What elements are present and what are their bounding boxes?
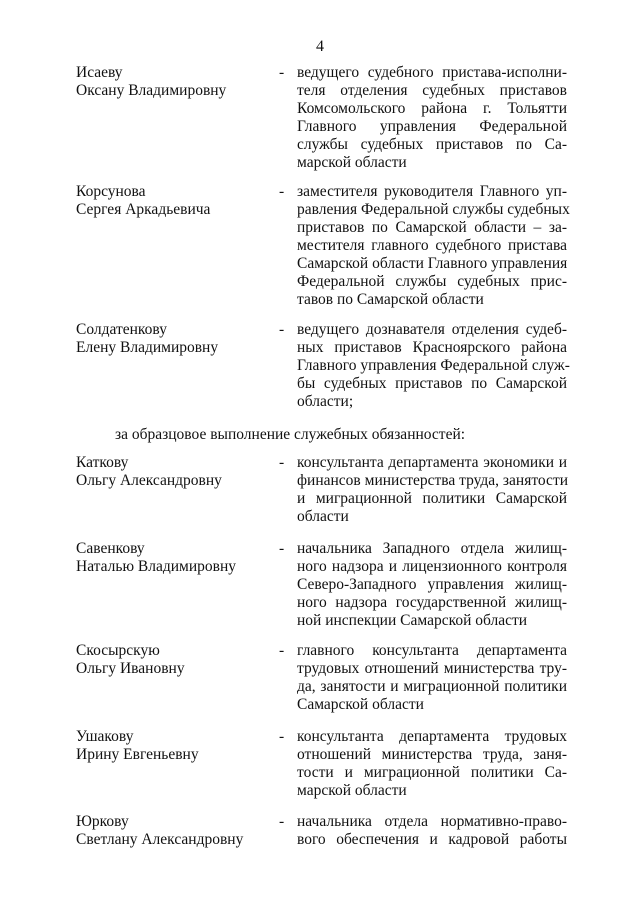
surname: Каткову [76, 454, 129, 471]
surname: Солдатенкову [76, 321, 167, 338]
given-names: Наталью Владимировну [76, 558, 237, 575]
desc-line: ного надзора государственной жилищ- [297, 594, 567, 611]
desc-line: вого обеспечения и кадровой работы [297, 831, 567, 848]
desc-line: трудовых отношений министерства тру- [297, 660, 567, 677]
desc-line: бы судебных приставов по Самарской [297, 375, 567, 392]
desc-line: начальника отдела нормативно-право- [297, 813, 567, 830]
desc-line: и миграционной политики Самарской [297, 490, 567, 507]
person-name [76, 183, 276, 219]
dash-separator: - [279, 183, 285, 200]
page-number: 4 [316, 38, 324, 55]
position-description [297, 540, 567, 630]
person-name [76, 642, 276, 678]
dash-separator: - [279, 454, 285, 471]
surname: Корсунова [76, 183, 146, 200]
desc-line: области [297, 508, 349, 525]
desc-line: начальника Западного отдела жилищ- [297, 540, 567, 557]
given-names: Оксану Владимировну [76, 82, 227, 99]
desc-line: ных приставов Красноярского района [297, 339, 567, 356]
given-names: Ольгу Александровну [76, 472, 222, 489]
desc-line: ного надзора и лицензионного контроля [297, 558, 567, 575]
desc-line: заместителя руководителя Главного уп- [297, 183, 567, 200]
dash-separator: - [279, 64, 285, 81]
desc-line: тавов по Самарской области [297, 291, 484, 308]
desc-line: марской области [297, 154, 407, 171]
surname: Ушакову [76, 728, 134, 745]
dash-separator: - [279, 813, 285, 830]
desc-line: службы судебных приставов по Са- [297, 136, 567, 153]
position-description [297, 454, 567, 526]
position-description [297, 728, 567, 800]
position-description [297, 813, 567, 849]
given-names: Светлану Александровну [76, 831, 244, 848]
desc-line: марской области [297, 782, 407, 799]
desc-line: равления Федеральной службы судебных [297, 201, 570, 218]
person-name [76, 64, 276, 100]
desc-line: главного консультанта департамента [297, 642, 567, 659]
dash-separator: - [279, 642, 285, 659]
desc-line: Главного управления Федеральной [297, 118, 567, 135]
desc-line: Самарской области [297, 696, 424, 713]
desc-line: отношений министерства труда, заня- [297, 746, 567, 763]
position-description [297, 321, 570, 411]
desc-line: области; [297, 393, 354, 410]
position-description [297, 642, 567, 714]
desc-line: Комсомольского района г. Тольятти [297, 100, 567, 117]
surname: Скосырскую [76, 642, 160, 659]
person-name [76, 728, 276, 764]
desc-line: Главного управления Федеральной служ- [297, 357, 570, 374]
desc-line: тости и миграционной политики Са- [297, 764, 567, 781]
desc-line: ной инспекции Самарской области [297, 612, 528, 629]
desc-line: Федеральной службы судебных прис- [297, 273, 567, 290]
surname: Савенкову [76, 540, 145, 557]
desc-line: теля отделения судебных приставов [297, 82, 567, 99]
surname: Юркову [76, 813, 129, 830]
given-names: Ольгу Ивановну [76, 660, 185, 677]
desc-line: ведущего дознавателя отделения судеб- [297, 321, 567, 338]
desc-line: консультанта департамента экономики и [297, 454, 567, 471]
given-names: Елену Владимировну [76, 339, 219, 356]
desc-line: Самарской области Главного управления [297, 255, 568, 272]
surname: Исаеву [76, 64, 123, 81]
position-description [297, 64, 567, 172]
dash-separator: - [279, 540, 285, 557]
person-name [76, 813, 276, 849]
position-description [297, 183, 570, 309]
dash-separator: - [279, 321, 285, 338]
person-name [76, 540, 276, 576]
given-names: Сергея Аркадьевича [76, 201, 211, 218]
desc-line: ведущего судебного пристава-исполни- [297, 64, 567, 81]
dash-separator: - [279, 728, 285, 745]
desc-line: Северо-Западного управления жилищ- [297, 576, 567, 593]
desc-line: приставов по Самарской области – за- [297, 219, 567, 236]
person-name [76, 321, 276, 357]
section-heading: за образцовое выполнение служебных обязанностей: [115, 426, 466, 443]
desc-line: консультанта департамента трудовых [297, 728, 567, 745]
desc-line: финансов министерства труда, занятости [297, 472, 569, 489]
given-names: Ирину Евгеньевну [76, 746, 199, 763]
desc-line: да, занятости и миграционной политики [297, 678, 567, 695]
person-name [76, 454, 276, 490]
desc-line: местителя главного судебного пристава [297, 237, 567, 254]
